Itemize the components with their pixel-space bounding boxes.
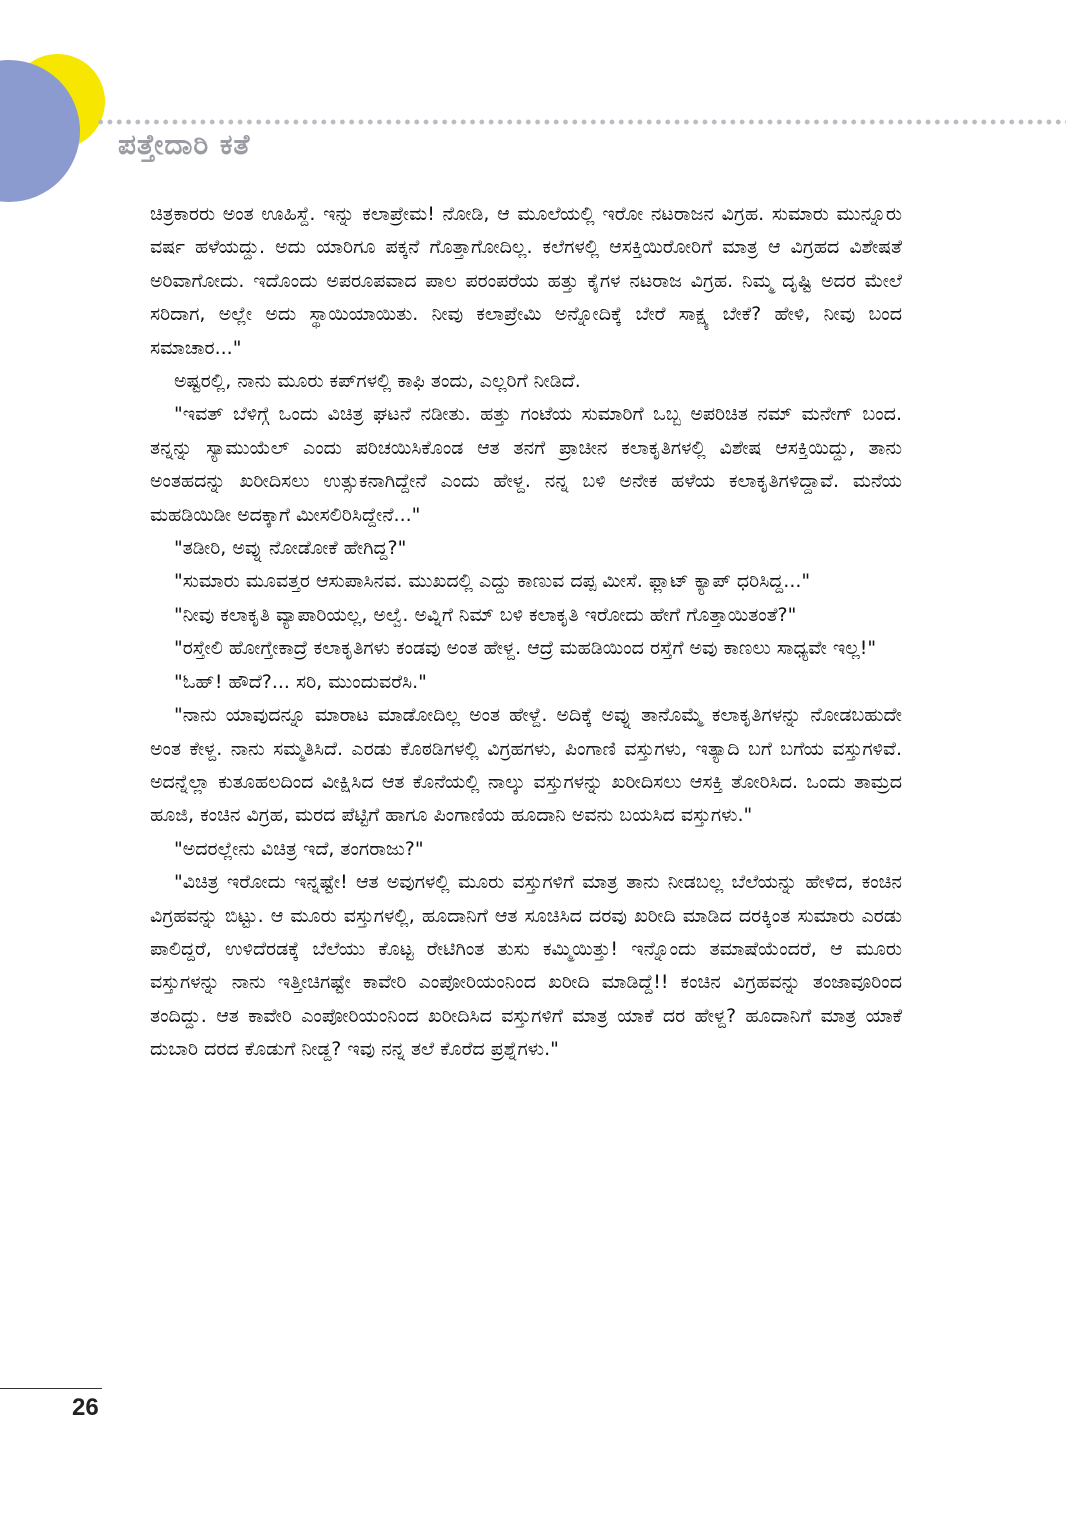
paragraph: ಚಿತ್ರಕಾರರು ಅಂತ ಊಹಿಸ್ದೆ. ಇನ್ನು ಕಲಾಪ್ರೇಮ! ನೋಡಿ, ಆ ಮೂಲೆಯಲ್ಲಿ ಇರೋ ನಟರಾಜನ ವಿಗ್ರಹ. ಸುಮಾರು ಮುನ್ನೂರು ವರ್ಷ ಹಳೆಯದ್ದು. ಅದು ಯಾರಿಗೂ ಪಕ್ಕನೆ ಗೊತ್ತಾಗೋದಿಲ್ಲ. ಕಲೆಗಳಲ್ಲಿ ಆಸಕ್ತಿಯಿರೋರಿಗೆ ಮಾತ್ರ ಆ ವಿಗ್ರಹದ ವಿಶೇಷತೆ ಅರಿವಾಗೋದು. ಇದೊಂದು ಅಪರೂಪವಾದ ಪಾಲ ಪರಂಪರೆಯ ಹತ್ತು ಕೈಗಳ ನಟರಾಜ ವಿಗ್ರಹ. ನಿಮ್ಮ ದೃಷ್ಟಿ ಅದರ ಮೇಲೆ ಸರಿದಾಗ, ಅಲ್ಲೇ ಅದು ಸ್ಥಾಯಿಯಾಯಿತು. ನೀವು ಕಲಾಪ್ರೇಮಿ ಅನ್ನೋದಿಕ್ಕೆ ಬೇರೆ ಸಾಕ್ಷ್ಯ ಬೇಕೆ? ಹೇಳಿ, ನೀವು ಬಂದ ಸಮಾಚಾರ..." bbox=[150, 203, 902, 359]
paragraph: "ರಸ್ತೇಲಿ ಹೋಗ್ತೇಕಾದ್ರೆ ಕಲಾಕೃತಿಗಳು ಕಂಡವು ಅಂತ ಹೇಳ್ದ. ಆದ್ರೆ ಮಹಡಿಯಿಂದ ರಸ್ತೆಗೆ ಅವು ಕಾಣಲು ಸಾಧ್ಯವೇ ಇಲ್ಲ!" bbox=[174, 637, 877, 660]
paragraph: ಅಷ್ಟರಲ್ಲಿ, ನಾನು ಮೂರು ಕಪ್‌ಗಳಲ್ಲಿ ಕಾಫಿ ತಂದು, ಎಲ್ಲರಿಗೆ ನೀಡಿದೆ. bbox=[174, 370, 581, 393]
story-body bbox=[150, 198, 902, 1067]
paragraph: "ಅದರಲ್ಲೇನು ವಿಚಿತ್ರ ಇದೆ, ತಂಗರಾಜು?" bbox=[174, 837, 424, 860]
footer-rule bbox=[0, 1388, 102, 1389]
page-number: 26 bbox=[72, 1394, 99, 1421]
section-title: ಪತ್ತೇದಾರಿ ಕತೆ bbox=[118, 128, 251, 161]
paragraph: "ನೀವು ಕಲಾಕೃತಿ ವ್ಯಾಪಾರಿಯಲ್ಲ, ಅಲ್ವೆ. ಅವ್ನಿಗೆ ನಿಮ್ ಬಳಿ ಕಲಾಕೃತಿ ಇರೋದು ಹೇಗೆ ಗೊತ್ತಾಯಿತಂತೆ?" bbox=[174, 603, 797, 626]
paragraph: "ಸುಮಾರು ಮೂವತ್ತರ ಆಸುಪಾಸಿನವ. ಮುಖದಲ್ಲಿ ಎದ್ದು ಕಾಣುವ ದಪ್ಪ ಮೀಸೆ. ಫ್ಲಾಟ್ ಕ್ಯಾಪ್ ಧರಿಸಿದ್ದ..." bbox=[174, 570, 811, 593]
dotted-header-rule bbox=[96, 118, 1066, 126]
paragraph: "ಇವತ್ ಬೆಳಿಗ್ಗೆ ಒಂದು ವಿಚಿತ್ರ ಘಟನೆ ನಡೀತು. ಹತ್ತು ಗಂಟೆಯ ಸುಮಾರಿಗೆ ಒಬ್ಬ ಅಪರಿಚಿತ ನಮ್ ಮನೇಗ್ ಬಂದ. ತನ್ನನ್ನು ಸ್ಯಾಮುಯೆಲ್ ಎಂದು ಪರಿಚಯಿಸಿಕೊಂಡ ಆತ ತನಗೆ ಪ್ರಾಚೀನ ಕಲಾಕೃತಿಗಳಲ್ಲಿ ವಿಶೇಷ ಆಸಕ್ತಿಯಿದ್ದು, ತಾನು ಅಂತಹದನ್ನು ಖರೀದಿಸಲು ಉತ್ಸುಕನಾಗಿದ್ದೇನೆ ಎಂದು ಹೇಳ್ದ. ನನ್ನ ಬಳಿ ಅನೇಕ ಹಳೆಯ ಕಲಾಕೃತಿಗಳಿದ್ದಾವೆ. ಮನೆಯ ಮಹಡಿಯಿಡೀ ಅದಕ್ಕಾಗೆ ಮೀಸಲಿರಿಸಿದ್ದೇನೆ..." bbox=[150, 403, 902, 526]
paragraph: "ವಿಚಿತ್ರ ಇರೋದು ಇನ್ನಷ್ಟೇ! ಆತ ಅವುಗಳಲ್ಲಿ ಮೂರು ವಸ್ತುಗಳಿಗೆ ಮಾತ್ರ ತಾನು ನೀಡಬಲ್ಲ ಬೆಲೆಯನ್ನು ಹೇಳಿದ, ಕಂಚಿನ ವಿಗ್ರಹವನ್ನು ಬಿಟ್ಟು. ಆ ಮೂರು ವಸ್ತುಗಳಲ್ಲಿ, ಹೂದಾನಿಗೆ ಆತ ಸೂಚಿಸಿದ ದರವು ಖರೀದಿ ಮಾಡಿದ ದರಕ್ಕಿಂತ ಸುಮಾರು ಎರಡು ಪಾಲಿದ್ದರೆ, ಉಳಿದೆರಡಕ್ಕೆ ಬೆಲೆಯು ಕೊಟ್ಟ ರೇಟಿಗಿಂತ ತುಸು ಕಮ್ಮಿಯಿತ್ತು! ಇನ್ನೊಂದು ತಮಾಷೆಯೆಂದರೆ, ಆ ಮೂರು ವಸ್ತುಗಳನ್ನು ನಾನು ಇತ್ತೀಚಿಗಷ್ಟೇ ಕಾವೇರಿ ಎಂಪೋರಿಯಂನಿಂದ ಖರೀದಿ ಮಾಡಿದ್ದೆ!! ಕಂಚಿನ ವಿಗ್ರಹವನ್ನು ತಂಜಾವೂರಿಂದ ತಂದಿದ್ದು. ಆತ ಕಾವೇರಿ ಎಂಪೋರಿಯಂನಿಂದ ಖರೀದಿಸಿದ ವಸ್ತುಗಳಿಗೆ ಮಾತ್ರ ಯಾಕೆ ದರ ಹೇಳ್ದ? ಹೂದಾನಿಗೆ ಮಾತ್ರ ಯಾಕೆ ದುಬಾರಿ ದರದ ಕೊಡುಗೆ ನೀಡ್ದ? ಇವು ನನ್ನ ತಲೆ ಕೊರೆದ ಪ್ರಶ್ನೆಗಳು." bbox=[150, 871, 902, 1061]
paragraph: "ನಾನು ಯಾವುದನ್ನೂ ಮಾರಾಟ ಮಾಡೋದಿಲ್ಲ ಅಂತ ಹೇಳ್ದೆ. ಅದಿಕ್ಕೆ ಅವ್ನು ತಾನೊಮ್ಮೆ ಕಲಾಕೃತಿಗಳನ್ನು ನೋಡಬಹುದೇ ಅಂತ ಕೇಳ್ದ. ನಾನು ಸಮ್ಮತಿಸಿದೆ. ಎರಡು ಕೊಠಡಿಗಳಲ್ಲಿ ವಿಗ್ರಹಗಳು, ಪಿಂಗಾಣಿ ವಸ್ತುಗಳು, ಇತ್ಯಾದಿ ಬಗೆ ಬಗೆಯ ವಸ್ತುಗಳಿವೆ. ಅದನ್ನೆಲ್ಲಾ ಕುತೂಹಲದಿಂದ ವೀಕ್ಷಿಸಿದ ಆತ ಕೊನೆಯಲ್ಲಿ ನಾಲ್ಕು ವಸ್ತುಗಳನ್ನು ಖರೀದಿಸಲು ಆಸಕ್ತಿ ತೋರಿಸಿದ. ಒಂದು ತಾಮ್ರದ ಹೂಜಿ, ಕಂಚಿನ ವಿಗ್ರಹ, ಮರದ ಪೆಟ್ಟಿಗೆ ಹಾಗೂ ಪಿಂಗಾಣಿಯ ಹೂದಾನಿ ಅವನು ಬಯಸಿದ ವಸ್ತುಗಳು." bbox=[150, 704, 902, 827]
paragraph: "ತಡೀರಿ, ಅವ್ನು ನೋಡೋಕೆ ಹೇಗಿದ್ದ?" bbox=[174, 537, 407, 560]
paragraph: "ಓಹ್! ಹೌದೆ?... ಸರಿ, ಮುಂದುವರೆಸಿ." bbox=[174, 670, 427, 693]
